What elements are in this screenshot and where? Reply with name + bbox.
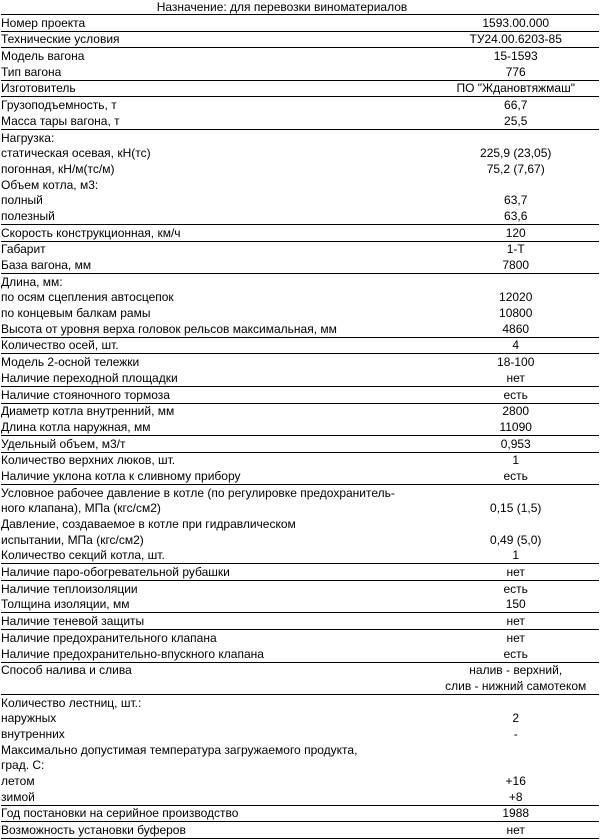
spec-row xyxy=(1,613,599,630)
spec-row xyxy=(1,193,599,209)
spec-value: 2800 xyxy=(502,404,530,419)
spec-row xyxy=(1,403,599,419)
spec-row xyxy=(1,354,599,370)
spec-value xyxy=(432,694,599,710)
spec-label: Давление, создаваемое в котле при гидравлическом xyxy=(1,517,296,531)
spec-row xyxy=(1,501,599,517)
spec-value: есть xyxy=(503,581,528,596)
spec-label: Максимально допустимая температура загружаемого продукта, xyxy=(1,742,358,757)
spec-label: полный xyxy=(1,193,43,208)
spec-value: нет xyxy=(432,370,599,386)
spec-label: Габарит xyxy=(1,242,46,257)
spec-row xyxy=(1,146,599,162)
spec-value: нет xyxy=(432,613,599,630)
spec-label: Изготовитель xyxy=(1,80,432,97)
spec-value: 25,5 xyxy=(432,113,599,129)
spec-value xyxy=(432,484,599,500)
spec-value xyxy=(432,129,599,145)
spec-label: зимой xyxy=(1,789,432,805)
spec-row xyxy=(1,419,599,435)
spec-row xyxy=(1,48,599,64)
spec-row xyxy=(1,274,599,290)
spec-row xyxy=(1,805,599,822)
spec-label: Объем котла, м3: xyxy=(1,177,99,192)
spec-label: Наличие предохранительного клапана xyxy=(1,630,217,645)
spec-label: Наличие предохранительно-впускного клапана xyxy=(1,646,432,662)
spec-value xyxy=(432,177,599,193)
spec-row xyxy=(1,726,599,742)
spec-label: Модель 2-осной тележки xyxy=(1,355,140,370)
spec-row xyxy=(1,662,599,678)
spec-row xyxy=(1,597,599,613)
spec-value: нет xyxy=(506,630,525,645)
spec-label: Количество осей, шт. xyxy=(1,337,432,354)
spec-row xyxy=(1,337,599,354)
spec-value: 1 xyxy=(512,453,520,468)
spec-value: 776 xyxy=(432,64,599,80)
spec-label: Условное рабочее давление в котле (по регулировке предохранитель- xyxy=(1,485,395,500)
spec-row xyxy=(1,370,599,386)
spec-value: 66,7 xyxy=(504,98,528,113)
spec-row xyxy=(1,532,599,548)
spec-row xyxy=(1,516,599,532)
spec-value: ТУ24.00.6203-85 xyxy=(432,31,599,48)
spec-value: - xyxy=(513,726,518,741)
spec-label: летом xyxy=(1,774,35,788)
spec-label: База вагона, мм xyxy=(1,257,432,273)
spec-row xyxy=(1,630,599,646)
spec-label: Удельный объем, м3/т xyxy=(1,435,432,452)
spec-row xyxy=(1,773,599,789)
spec-row xyxy=(1,452,599,468)
spec-label: Способ налива и слива xyxy=(1,663,132,678)
spec-label: Наличие теневой защиты xyxy=(1,613,432,630)
spec-row xyxy=(1,64,599,80)
spec-row xyxy=(1,241,599,257)
spec-value: есть xyxy=(432,646,599,662)
spec-value: 12020 xyxy=(499,290,533,305)
spec-row xyxy=(1,484,599,500)
spec-row xyxy=(1,386,599,403)
spec-row xyxy=(1,694,599,710)
spec-label: Наличие переходной площадки xyxy=(1,370,432,386)
spec-value: 1 xyxy=(432,548,599,564)
spec-label: по концевым балкам рамы xyxy=(1,306,151,321)
spec-label: Масса тары вагона, т xyxy=(1,113,432,129)
spec-value: 0,49 (5,0) xyxy=(490,532,542,547)
spec-row xyxy=(1,711,599,727)
spec-label: Толщина изоляции, мм xyxy=(1,597,432,613)
spec-label: Возможность установки буферов xyxy=(1,822,432,839)
spec-label: Длина котла наружная, мм xyxy=(1,419,432,435)
spec-row xyxy=(1,581,599,597)
spec-label: Наличие теплоизоляции xyxy=(1,581,138,596)
spec-value: 0,953 xyxy=(432,435,599,452)
spec-label: Модель вагона xyxy=(1,49,85,64)
spec-row xyxy=(1,177,599,193)
spec-row xyxy=(1,564,599,581)
spec-row xyxy=(1,129,599,145)
spec-value: 120 xyxy=(432,224,599,241)
spec-value: нет xyxy=(432,564,599,581)
spec-row xyxy=(1,305,599,321)
spec-value: 225,9 (23,05) xyxy=(480,146,552,161)
spec-label: град. С: xyxy=(1,758,45,773)
spec-row xyxy=(1,548,599,564)
spec-row xyxy=(1,161,599,177)
spec-value: 2 xyxy=(512,711,520,726)
spec-label: Год постановки на серийное производство xyxy=(1,805,432,822)
spec-table-body xyxy=(1,15,599,839)
spec-value: 11090 xyxy=(432,419,599,435)
spec-value: 10800 xyxy=(499,306,533,321)
spec-row xyxy=(1,97,599,113)
spec-label: Грузоподъемность, т xyxy=(1,98,117,113)
spec-value xyxy=(432,758,599,774)
spec-value: 0,15 (1,5) xyxy=(490,501,542,516)
spec-value xyxy=(432,516,599,532)
spec-value: ПО "Ждановтяжмаш" xyxy=(432,80,599,97)
spec-value xyxy=(432,274,599,290)
spec-row xyxy=(1,646,599,662)
spec-label: статическая осевая, кН(тс) xyxy=(1,146,151,161)
spec-label: по осям сцепления автосцепок xyxy=(1,290,174,305)
spec-value: нет xyxy=(432,822,599,839)
spec-value: 7800 xyxy=(432,257,599,273)
spec-label: наружных xyxy=(1,711,57,726)
spec-table xyxy=(1,14,599,839)
spec-label: Длина, мм: xyxy=(1,274,63,289)
spec-value: 4 xyxy=(432,337,599,354)
spec-row xyxy=(1,290,599,306)
spec-value: 4860 xyxy=(432,321,599,337)
spec-label: Наличие паро-обогревательной рубашки xyxy=(1,564,432,581)
spec-value: +16 xyxy=(505,774,526,788)
spec-label: Наличие стояночного тормоза xyxy=(1,386,432,403)
spec-value: 75,2 (7,67) xyxy=(486,161,545,176)
spec-label: полезный xyxy=(1,208,432,224)
spec-value: 63,6 xyxy=(432,208,599,224)
spec-label: Количество верхних люков, шт. xyxy=(1,453,176,468)
spec-row xyxy=(1,758,599,774)
spec-value: 1-Т xyxy=(506,242,525,257)
spec-value xyxy=(432,742,599,758)
spec-value: есть xyxy=(432,468,599,484)
spec-value: 15-1593 xyxy=(493,49,538,64)
spec-value: 1988 xyxy=(432,805,599,822)
spec-row xyxy=(1,257,599,273)
spec-row xyxy=(1,678,599,694)
spec-row xyxy=(1,742,599,758)
spec-label: внутренних xyxy=(1,726,65,741)
spec-label: Наличие уклона котла к сливному прибору xyxy=(1,468,432,484)
spec-row xyxy=(1,15,599,32)
spec-value: +8 xyxy=(432,789,599,805)
spec-label: Количество секций котла, шт. xyxy=(1,548,432,564)
spec-value: 150 xyxy=(432,597,599,613)
spec-value: слив - нижний самотеком xyxy=(432,678,599,694)
spec-label: ного клапана), МПа (кгс/см2) xyxy=(1,501,161,516)
spec-value: есть xyxy=(432,386,599,403)
spec-label: испытании, МПа (кгс/см2) xyxy=(1,532,144,547)
spec-row xyxy=(1,822,599,839)
spec-row xyxy=(1,435,599,452)
spec-label: Высота от уровня верха головок рельсов максимальная, мм xyxy=(1,321,432,337)
spec-row xyxy=(1,789,599,805)
spec-row xyxy=(1,208,599,224)
spec-label xyxy=(1,678,432,694)
spec-row xyxy=(1,80,599,97)
spec-label: Номер проекта xyxy=(1,15,432,32)
spec-label: Скорость конструкционная, км/ч xyxy=(1,224,432,241)
spec-row xyxy=(1,113,599,129)
spec-value: налив - верхний, xyxy=(469,663,563,678)
spec-value: 18-100 xyxy=(497,355,535,370)
spec-label: Технические условия xyxy=(1,31,432,48)
spec-value: 63,7 xyxy=(504,193,528,208)
sheet-title: Назначение: для перевозки виноматериалов xyxy=(156,0,408,14)
spec-row xyxy=(1,321,599,337)
spec-label: Диаметр котла внутренний, мм xyxy=(1,404,175,419)
spec-label: погонная, кН/м(тс/м) xyxy=(1,161,115,176)
spec-label: Количество лестниц, шт.: xyxy=(1,695,142,710)
spec-label: Нагрузка: xyxy=(1,130,55,145)
spec-row xyxy=(1,31,599,48)
spec-label: Тип вагона xyxy=(1,64,432,80)
spec-row xyxy=(1,224,599,241)
spec-value: 1593.00.000 xyxy=(432,15,599,32)
spec-row xyxy=(1,468,599,484)
